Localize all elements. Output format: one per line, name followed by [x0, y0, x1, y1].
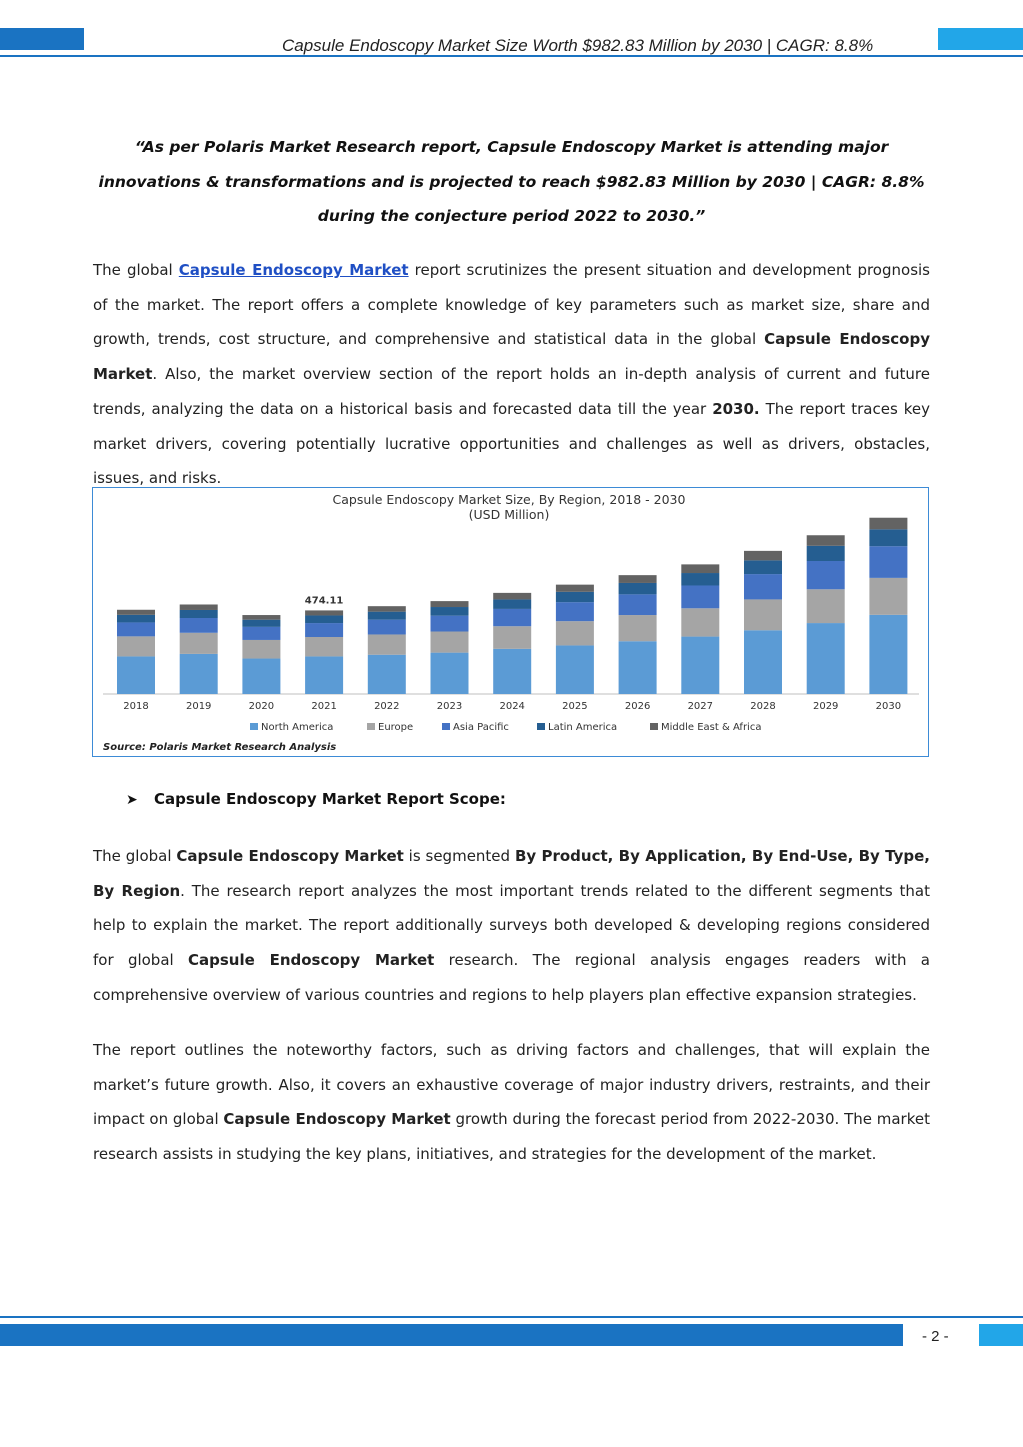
x-tick-labels — [123, 701, 901, 712]
chart-canvas — [93, 488, 927, 755]
bar-2018-europe — [117, 636, 155, 656]
bar-2026-europe — [619, 615, 657, 641]
legend-swatch — [442, 723, 450, 730]
legend-swatch — [250, 723, 258, 730]
header-accent-left — [0, 28, 84, 50]
bar-2023-latin-america — [431, 607, 469, 616]
bar-2023-asia-pacific — [431, 616, 469, 632]
footer-accent-right — [979, 1324, 1023, 1346]
chart-legend — [250, 722, 761, 733]
bar-2021-europe — [305, 637, 343, 656]
bar-2018-latin-america — [117, 615, 155, 623]
bar-2022-europe — [368, 634, 406, 654]
x-tick-label: 2018 — [123, 701, 149, 712]
bar-2023-europe — [431, 632, 469, 653]
bars-layer — [117, 518, 907, 694]
bar-2019-north-america — [180, 654, 218, 694]
footer-rule — [0, 1316, 1023, 1318]
bar-2027-latin-america — [681, 573, 719, 585]
x-tick-label: 2026 — [624, 701, 651, 712]
bar-2019-asia-pacific — [180, 618, 218, 633]
x-tick-label: 2023 — [436, 701, 463, 712]
scope-heading: ➤ Capsule Endoscopy Market Report Scope: — [126, 790, 506, 808]
bar-2028-latin-america — [744, 560, 782, 574]
legend-label: Europe — [378, 722, 414, 733]
bar-2025-latin-america — [556, 592, 594, 602]
market-size-chart — [92, 487, 929, 757]
bar-2022-middle-east-africa — [368, 606, 406, 611]
bar-2027-middle-east-africa — [681, 564, 719, 573]
legend-label: North America — [261, 722, 334, 733]
bar-2029-middle-east-africa — [807, 535, 845, 546]
legend-swatch — [367, 723, 375, 730]
bar-2022-latin-america — [368, 612, 406, 620]
bar-2029-north-america — [807, 623, 845, 694]
bar-2018-middle-east-africa — [117, 610, 155, 615]
bar-2020-middle-east-africa — [242, 615, 280, 620]
x-tick-label: 2025 — [562, 701, 588, 712]
bar-2030-europe — [869, 578, 907, 615]
annotations-layer — [305, 595, 344, 606]
bar-2018-north-america — [117, 656, 155, 694]
bar-2022-asia-pacific — [368, 620, 406, 635]
bar-2028-asia-pacific — [744, 574, 782, 599]
bar-2024-asia-pacific — [493, 609, 531, 626]
outlook-paragraph: The report outlines the noteworthy factors, such as driving factors and challenges, that will explain the market’s future growth. Also, it covers an exhaustive coverage of major industry drivers, restraints, and their impact on global Capsule Endoscopy Market growth during the forecast period from 2022-2030. The market research assists in studying the key plans, initiatives, and strategies for the development of the market. — [93, 1041, 930, 1164]
legend-label: Asia Pacific — [453, 722, 509, 733]
bar-2020-europe — [242, 640, 280, 659]
bar-2021-latin-america — [305, 615, 343, 623]
data-label: 474.11 — [304, 595, 344, 607]
scope-paragraph: The global Capsule Endoscopy Market is segmented By Product, By Application, By End-Use, By Type, By Region. The research report analyzes the most important trends related to the different segments that help to explain the market. The report additionally surveys both developed & developing regions considered for global Capsule Endoscopy Market research. The regional analysis engages readers with a comprehensive overview of various countries and regions to help players plan effective expansion strategies. — [93, 847, 930, 1004]
bar-2030-latin-america — [869, 529, 907, 546]
bar-2025-middle-east-africa — [556, 585, 594, 592]
bar-2027-europe — [681, 608, 719, 636]
x-tick-label: 2022 — [374, 701, 400, 712]
bar-2026-latin-america — [619, 583, 657, 594]
bar-2018-asia-pacific — [117, 622, 155, 636]
legend-swatch — [650, 723, 658, 730]
bar-2028-middle-east-africa — [744, 551, 782, 561]
header-accent-right — [938, 28, 1023, 50]
bar-2021-north-america — [305, 656, 343, 694]
bar-2019-middle-east-africa — [180, 604, 218, 609]
page-number: - 2 - — [922, 1328, 949, 1345]
bar-2023-north-america — [431, 653, 469, 694]
bar-2019-latin-america — [180, 610, 218, 618]
legend-label: Latin America — [548, 722, 618, 733]
bar-2021-asia-pacific — [305, 623, 343, 637]
bar-2027-north-america — [681, 637, 719, 694]
legend-label: Middle East & Africa — [661, 722, 762, 733]
x-tick-label: 2024 — [499, 701, 525, 712]
bar-2029-europe — [807, 589, 845, 623]
bar-2029-asia-pacific — [807, 561, 845, 589]
bar-2021-middle-east-africa — [305, 610, 343, 615]
bar-2028-north-america — [744, 630, 782, 694]
pull-quote: “As per Polaris Market Research report, Capsule Endoscopy Market is attending major innovations & transformations and is projected to reach $982.83 Million by 2030 | CAGR: 8.8% during the conjecture period 2022 to 2030.” — [98, 138, 925, 226]
bar-2030-middle-east-africa — [869, 518, 907, 530]
x-tick-label: 2028 — [750, 701, 776, 712]
bar-2026-asia-pacific — [619, 594, 657, 615]
bar-2025-europe — [556, 621, 594, 645]
bar-2029-latin-america — [807, 546, 845, 561]
bar-2020-north-america — [242, 659, 280, 694]
x-tick-label: 2020 — [248, 701, 275, 712]
bar-2025-asia-pacific — [556, 602, 594, 621]
bar-2030-north-america — [869, 615, 907, 694]
header-rule — [0, 55, 1023, 57]
bar-2024-latin-america — [493, 599, 531, 609]
bar-2022-north-america — [368, 655, 406, 694]
x-tick-label: 2029 — [812, 701, 839, 712]
arrow-bullet-icon: ➤ — [126, 792, 138, 808]
bar-2026-north-america — [619, 641, 657, 694]
capsule-endoscopy-market-link[interactable]: Capsule Endoscopy Market — [178, 261, 409, 279]
bar-2025-north-america — [556, 645, 594, 694]
legend-swatch — [537, 723, 545, 730]
chart-subtitle: (USD Million) — [468, 507, 550, 522]
bar-2028-europe — [744, 599, 782, 630]
chart-source: Source: Polaris Market Research Analysis — [103, 742, 337, 753]
x-tick-label: 2030 — [875, 701, 902, 712]
bar-2024-europe — [493, 626, 531, 649]
chart-title: Capsule Endoscopy Market Size, By Region, 2018 - 2030 — [332, 492, 686, 507]
intro-paragraph: The global Capsule Endoscopy Market report scrutinizes the present situation and development prognosis of the market. The report offers a complete knowledge of key parameters such as market size, share and growth, trends, cost structure, and comprehensive and statistical data in the global Capsule Endoscopy Market. Also, the market overview section of the report holds an in-depth analysis of current and future trends, analyzing the data on a historical basis and forecasted data till the year 2030. The report traces key market drivers, covering potentially lucrative opportunities and challenges as well as drivers, obstacles, issues, and risks. — [93, 261, 930, 488]
bar-2024-north-america — [493, 649, 531, 694]
bar-2019-europe — [180, 633, 218, 654]
bar-2020-latin-america — [242, 620, 280, 627]
x-tick-label: 2027 — [687, 701, 714, 712]
bar-2026-middle-east-africa — [619, 575, 657, 583]
footer-bar — [0, 1324, 903, 1346]
bar-2030-asia-pacific — [869, 546, 907, 578]
bar-2027-asia-pacific — [681, 585, 719, 608]
bar-2020-asia-pacific — [242, 627, 280, 640]
header-title: Capsule Endoscopy Market Size Worth $982.83 Million by 2030 | CAGR: 8.8% — [282, 36, 874, 55]
x-tick-label: 2021 — [311, 701, 337, 712]
bar-2024-middle-east-africa — [493, 593, 531, 600]
x-tick-label: 2019 — [185, 701, 212, 712]
bar-2023-middle-east-africa — [431, 601, 469, 607]
